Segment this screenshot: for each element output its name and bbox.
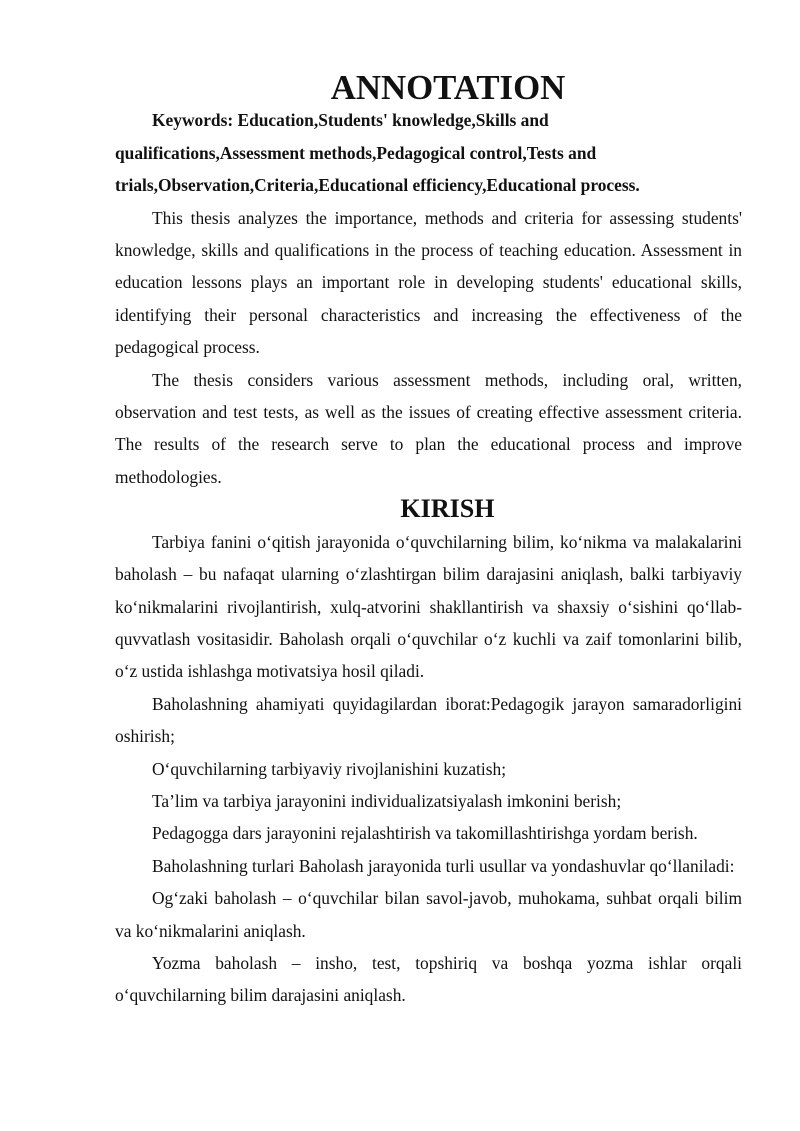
kirish-paragraph: Og‘zaki baholash – o‘quvchilar bilan savol-javob, muhokama, suhbat orqali bilim va ko‘nikmalarini aniqlash. [115, 888, 742, 941]
annotation-paragraph: The thesis considers various assessment methods, including oral, written, observation and test tests, as well as the issues of creating effective assessment criteria. The results of the research serve to plan the educational process and improve methodologies. [115, 369, 742, 487]
keywords-line: qualifications,Assessment methods,Pedagogical control,Tests and [115, 142, 597, 163]
kirish-paragraph: Baholashning turlari Baholash jarayonida turli usullar va yondashuvlar qo‘llaniladi: [152, 855, 735, 876]
kirish-heading: KIRISH [400, 494, 495, 524]
keywords-line: trials,Observation,Criteria,Educational efficiency,Educational process. [115, 175, 640, 196]
kirish-paragraph: Ta’lim va tarbiya jarayonini individualizatsiyalash imkonini berish; [152, 790, 622, 811]
annotation-paragraph: This thesis analyzes the importance, methods and criteria for assessing students' knowledge, skills and qualifications in the process of teaching education. Assessment in education lessons plays an important role in developing students' educational skills, identifying their personal characteristics and increasing the effectiveness of the pedagogical process. [115, 207, 742, 358]
kirish-paragraph: Baholashning ahamiyati quyidagilardan iborat:Pedagogik jarayon samaradorligini oshirish; [115, 693, 742, 747]
kirish-paragraph: Tarbiya fanini o‘qitish jarayonida o‘quvchilarning bilim, ko‘nikma va malakalarini baholash – bu nafaqat ularning o‘zlashtirgan bilim darajasini aniqlash, balki tarbiyaviy ko‘nikmalarini rivojlantirish, xulq-atvorini shakllantirish va shaxsiy o‘sishini qo‘llab-quvvatlash vositasidir. Baholash orqali o‘quvchilar o‘z kuchli va zaif tomonlarini bilib, o‘z ustida ishlashga motivatsiya hosil qiladi. [115, 531, 742, 682]
document-page [115, 68, 742, 1012]
kirish-paragraph: Pedagogga dars jarayonini rejalashtirish va takomillashtirishga yordam berish. [152, 823, 698, 844]
keywords-block [115, 104, 742, 201]
annotation-heading: ANNOTATION [330, 68, 566, 107]
kirish-paragraph: Yozma baholash – insho, test, topshiriq va boshqa yozma ishlar orqali o‘quvchilarning bilim darajasini aniqlash. [115, 952, 742, 1006]
keywords-line: Keywords: Education,Students' knowledge,Skills and [152, 110, 549, 131]
kirish-paragraph: O‘quvchilarning tarbiyaviy rivojlanishini kuzatish; [152, 758, 507, 779]
